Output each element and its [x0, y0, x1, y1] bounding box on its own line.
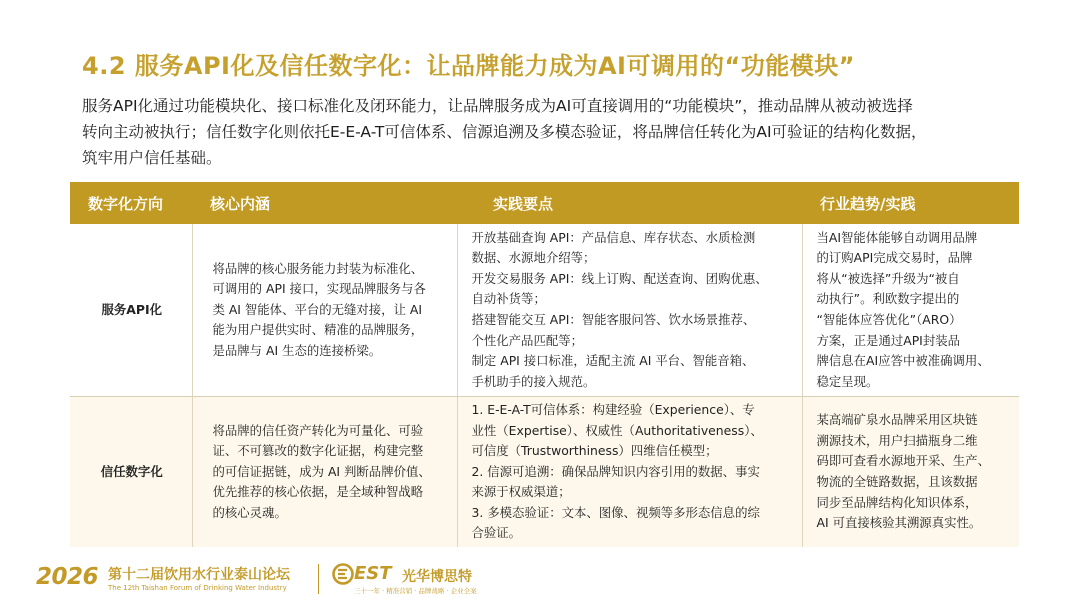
trend-line: 稳定呈现。 — [816, 373, 879, 389]
trend-line: 同步至品牌结构化知识体系， — [816, 494, 978, 510]
best-tagline: 三十一年 · 精准营销 · 品牌战略 · 企业全案 — [354, 587, 477, 595]
practice-line: 3. 多模态验证：文本、图像、视频等多形态信息的综 — [471, 504, 760, 520]
trend-line: 动执行”。利欧数字提出的 — [816, 291, 960, 307]
row-direction: 服务API化 — [70, 224, 192, 397]
trend-line: 溯源技术，用户扫描瓶身二维 — [816, 432, 978, 448]
row-practice — [457, 397, 802, 548]
best-logo-text: EST — [354, 563, 392, 584]
row-direction: 信任数字化 — [70, 397, 192, 548]
forum-name-en: The 12th Taishan Forum of Drinking Water Industry — [108, 584, 287, 592]
practice-line: 搭建智能交互 API：智能客服问答、饮水场景推荐、 — [471, 312, 756, 327]
table-row — [70, 224, 1019, 397]
core-line: 是品牌与 AI 生态的连接桥梁。 — [212, 342, 382, 358]
footer-divider — [318, 564, 319, 594]
core-line: 将品牌的信任资产转化为可量化、可验 — [212, 422, 424, 438]
row-trend — [802, 224, 1019, 397]
row-core — [192, 397, 457, 548]
practice-line: 手机助手的接入规范。 — [471, 373, 596, 389]
core-line: 类 AI 智能体、平台的无缝对接，让 AI — [212, 301, 423, 317]
trend-line: AI 可直接核验其溯源真实性。 — [816, 515, 982, 531]
trend-line: 码即可查看水源地开采、生产、 — [816, 453, 990, 469]
practice-line: 2. 信源可追溯：确保品牌知识内容引用的数据、事实 — [471, 463, 760, 479]
practice-line: 可信度（Trustworthiness）四维信任模型； — [471, 443, 718, 459]
header-core: 核心内涵 — [192, 182, 457, 224]
forum-name-cn: 第十二届饮用水行业泰山论坛 — [108, 567, 290, 583]
trend-line: 物流的全链路数据，且该数据 — [816, 474, 978, 489]
practice-line: 来源于权威渠道； — [471, 484, 571, 500]
practice-line: 1. E-E-A-T可信体系：构建经验（Experience）、专 — [471, 401, 755, 417]
trend-line: 将从“被选择”升级为“被自 — [816, 270, 960, 286]
best-name-cn: 光华博思特 — [402, 569, 472, 585]
digitization-table — [70, 182, 1019, 547]
intro-line: 转向主动被执行；信任数字化则依托E-E-A-T可信体系、信源追溯及多模态验证，将品牌信任转化为AI可验证的结构化数据， — [82, 123, 927, 141]
core-line: 的可信证据链，成为 AI 判断品牌价值、 — [212, 463, 431, 479]
practice-line: 制定 API 接口标准，适配主流 AI 平台、智能音箱、 — [471, 353, 755, 369]
core-line: 能为用户提供实时、精准的品牌服务， — [212, 322, 424, 338]
row-trend — [802, 397, 1019, 548]
practice-line: 开发交易服务 API：线上订购、配送查询、团购优惠、 — [471, 270, 768, 286]
practice-line: 数据、水源地介绍等； — [471, 250, 596, 266]
row-core — [192, 224, 457, 397]
practice-line: 个性化产品匹配等； — [471, 332, 584, 348]
row-practice — [457, 224, 802, 397]
core-line: 证、不可篡改的数字化证据，构建完整 — [212, 443, 424, 459]
practice-line: 合验证。 — [471, 525, 522, 541]
intro-line: 筑牢用户信任基础。 — [82, 149, 222, 167]
trend-line: “智能体应答优化”（ARO） — [816, 312, 962, 327]
intro-paragraph — [82, 93, 1032, 171]
core-line: 的核心灵魂。 — [212, 504, 287, 520]
header-trend: 行业趋势/实践 — [802, 182, 1019, 224]
core-line: 可调用的 API 接口，实现品牌服务与各 — [212, 281, 426, 297]
trend-line: 牌信息在AI应答中被准确调用、 — [816, 353, 990, 369]
best-logo-icon — [332, 562, 354, 586]
forum-year: 2026 — [36, 564, 99, 590]
trend-line: 方案，正是通过API封装品 — [816, 332, 961, 348]
practice-line: 业性（Expertise）、权威性（Authoritativeness）、 — [471, 422, 763, 438]
practice-line: 自动补货等； — [471, 291, 546, 307]
core-line: 优先推荐的核心依据，是全域种智战略 — [212, 484, 424, 500]
intro-line: 服务API化通过功能模块化、接口标准化及闭环能力，让品牌服务成为AI可直接调用的“功能模块”，推动品牌从被动被选择 — [82, 97, 913, 115]
page-title: 4.2 服务API化及信任数字化：让品牌能力成为AI可调用的“功能模块” — [82, 52, 856, 80]
core-line: 将品牌的核心服务能力封装为标准化、 — [212, 260, 424, 276]
trend-line: 某高端矿泉水品牌采用区块链 — [816, 412, 978, 428]
footer-logos — [36, 560, 556, 600]
header-practice: 实践要点 — [457, 182, 802, 224]
header-direction: 数字化方向 — [70, 182, 192, 224]
table-header-row — [70, 182, 1019, 224]
practice-line: 开放基础查询 API：产品信息、库存状态、水质检测 — [471, 229, 756, 245]
table-row — [70, 397, 1019, 548]
trend-line: 当AI智能体能够自动调用品牌 — [816, 229, 978, 245]
trend-line: 的订购API完成交易时，品牌 — [816, 250, 973, 266]
